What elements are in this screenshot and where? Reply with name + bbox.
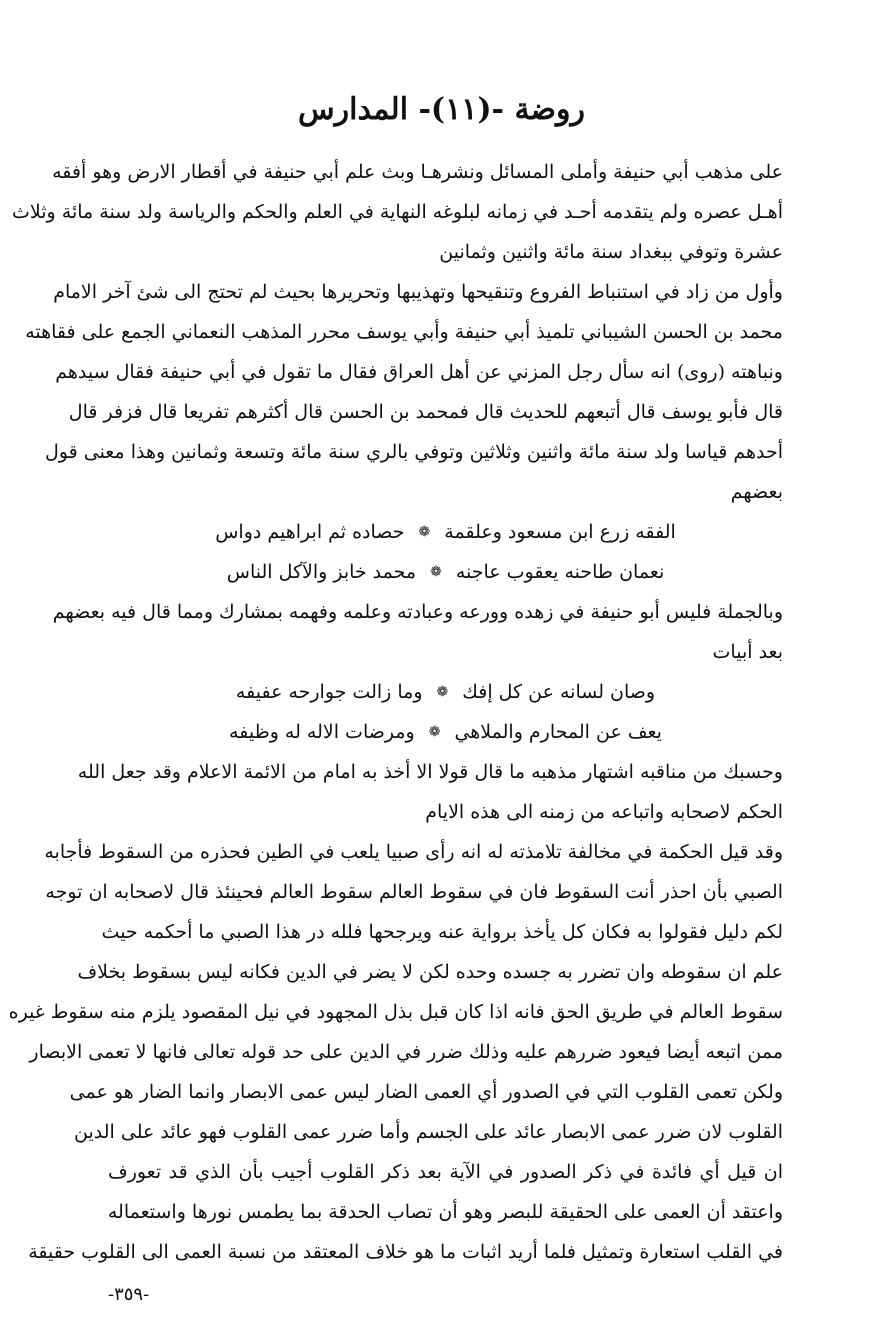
verse-separator-icon: ❁ — [418, 524, 431, 540]
text-line: ونباهته (روى) انه سأل رجل المزني عن أهل العراق فقال ما تقول في أبي حنيفة فقال سيدهم — [55, 361, 783, 383]
text-line: قال فأبو يوسف قال أتبعهم للحديث قال فمحمد بن الحسن قال أكثرهم تفريعا قال فزفر قال — [68, 401, 783, 423]
poem-verse — [108, 512, 783, 552]
verse-second-hemistich: ومرضات الاله له وظيفه — [229, 721, 415, 743]
text-line: وبالجملة فليس أبو حنيفة في زهده وورعه وعبادته وعلمه وفهمه بمشارك ومما قال فيه بعضهم — [52, 601, 783, 623]
text-line: بعضهم — [730, 481, 783, 503]
verse-first-hemistich: يعف عن المحارم والملاهي — [454, 721, 662, 743]
verse-separator-icon: ❁ — [436, 684, 449, 700]
text-line: عشرة وتوفي ببغداد سنة مائة واثنين وثمانين — [439, 241, 783, 263]
poem-verse — [108, 712, 783, 752]
page-number: -٣٥٩- — [108, 1284, 150, 1305]
body-text — [8, 152, 783, 1272]
text-line: ممن اتبعه أيضا فيعود ضررهم عليه وذلك ضرر في الدين على حد قوله تعالى فانها لا تعمى الابصار — [29, 1041, 783, 1063]
poem-verse — [108, 552, 783, 592]
text-line: أحدهم قياسا ولد سنة مائة واثنين وثلاثين وتوفي بالري سنة مائة وتسعة وثمانين وهذا معنى قول — [45, 441, 783, 463]
text-line: ان قيل أي فائدة في ذكر الصدور في الآية بعد ذكر القلوب أجيب بأن الذي قد تعورف — [108, 1161, 783, 1183]
text-line: الحكم لاصحابه واتباعه من زمنه الى هذه الايام — [425, 801, 783, 823]
text-line: ولكن تعمى القلوب التي في الصدور أي العمى الضار ليس عمى الابصار وانما الضار هو عمى — [69, 1081, 783, 1103]
text-line: وحسبك من مناقبه اشتهار مذهبه ما قال قولا الا أخذ به امام من الائمة الاعلام وقد جعل الله — [77, 761, 783, 783]
text-line: وقد قيل الحكمة في مخالفة تلامذته له انه رأى صبيا يلعب في الطين فحذره من السقوط فأجابه — [44, 841, 783, 863]
verse-separator-icon: ❁ — [428, 724, 441, 740]
text-line: وأول من زاد في استنباط الفروع وتنقيحها وتهذيبها وتحريرها بحيث لم تحتج الى شئ آخر الامام — [53, 281, 783, 303]
text-line: أهـل عصره ولم يتقدمه أحـد في زمانه لبلوغه النهاية في العلم والحكم والرياسة ولد سنة مائة وثلاث — [12, 201, 783, 223]
page-title: روضة -(١١)- المدارس — [298, 92, 585, 127]
text-line: علم ان سقوطه وان تضرر به جسده وحده لكن لا يضر في الدين فكانه ليس بسقوط بخلاف — [77, 961, 783, 983]
verse-second-hemistich: حصاده ثم ابراهيم دواس — [215, 521, 405, 543]
text-line: في القلب استعارة وتمثيل فلما أريد اثبات ما هو خلاف المعتقد من نسبة العمى الى القلوب حقيقة — [28, 1241, 783, 1263]
text-line: بعد أبيات — [712, 641, 783, 663]
poem-verse — [108, 672, 783, 712]
verse-separator-icon: ❁ — [430, 564, 442, 580]
text-line: القلوب لان ضرر عمى الابصار عائد على الجسم وأما ضرر عمى القلوب فهو عائد على الدين — [74, 1121, 783, 1143]
text-line: على مذهب أبي حنيفة وأملى المسائل ونشرهـا وبث علم أبي حنيفة في أقطار الارض وهو أفقه — [52, 161, 783, 183]
text-line: سقوط العالم في طريق الحق فانه اذا كان قبل بذل المجهود في نيل المقصود يلزم منه سقوط غيره — [8, 1001, 783, 1023]
text-line: محمد بن الحسن الشيباني تلميذ أبي حنيفة وأبي يوسف محرر المذهب النعماني الجمع على فقاهته — [25, 321, 783, 343]
text-line: الصبي بأن احذر أنت السقوط فان في سقوط العالم سقوط العالم فحينئذ قال لاصحابه ان توجه — [45, 881, 783, 903]
verse-first-hemistich: الفقه زرع ابن مسعود وعلقمة — [444, 521, 676, 543]
verse-first-hemistich: وصان لسانه عن كل إفك — [462, 681, 656, 703]
verse-second-hemistich: محمد خابز والآكل الناس — [226, 561, 417, 583]
text-line: لكم دليل فقولوا به فكان كل يأخذ برواية عنه ويرجحها فلله در هذا الصبي ما أحكمه حيث — [101, 921, 783, 943]
verse-second-hemistich: وما زالت جوارحه عفيفه — [235, 681, 423, 703]
verse-first-hemistich: نعمان طاحنه يعقوب عاجنه — [455, 561, 665, 583]
text-line: واعتقد أن العمى على الحقيقة للبصر وهو أن تصاب الحدقة بما يطمس نورها واستعماله — [107, 1201, 783, 1223]
